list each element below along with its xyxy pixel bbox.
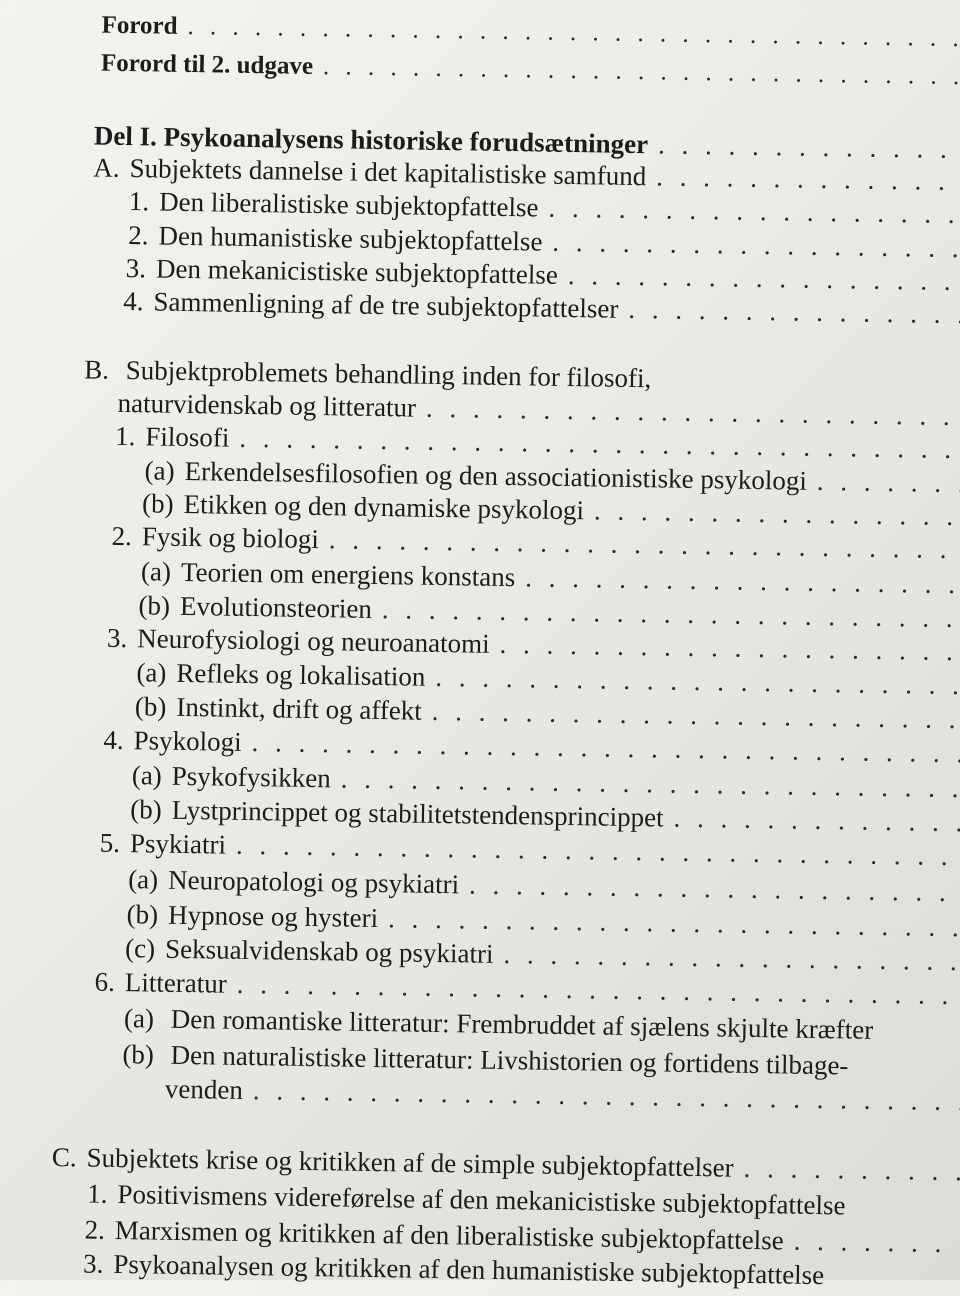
toc-entry-number: 1. [114,420,136,452]
toc-entry-title: Seksualvidenskab og psykiatri [164,933,494,969]
toc-entry-number: 6. [94,966,116,997]
toc-entry-title: Lystprincippet og stabilitetstendensprincippet [171,794,664,833]
toc-entry-number: 2. [128,220,149,251]
toc-entry-number: (a) [127,864,159,895]
toc-entry-title: Den mekanicistiske subjektopfattelse [155,253,559,290]
dot-leader [323,51,960,94]
toc-entry-number: (b) [138,590,171,621]
dot-leader [525,561,960,600]
toc-entry-number: (c) [124,933,156,964]
toc-entry-title: Etikken og den dynamiske psykologi [183,488,585,526]
toc-entry-number: (b) [134,691,167,722]
dot-leader [594,494,960,532]
toc-entry-title: Subjektets dannelse i det kapitalistiske samfund [129,153,647,192]
toc-entry-title: Neuropatologi og psykiatri [167,864,460,900]
dot-leader [628,293,960,331]
dot-leader [817,465,960,500]
toc-entry-title: Psykologi [133,725,242,757]
dot-leader [503,938,960,978]
toc-entry-number: 4. [103,724,124,756]
toc-entry-number: 4. [123,285,144,317]
toc-entry-title-continued: naturvidenskab og litteratur [117,387,417,423]
toc-entry-title: Den liberalistiske subjektopfattelse [158,186,539,223]
toc-entry-title: Litteratur [124,967,228,999]
dot-leader [499,628,960,668]
toc-entry-number: 1. [128,186,150,217]
toc-entry-number: 3. [106,622,128,654]
toc-entry-title: Sammenligning af de tre subjektopfattelser [153,286,619,324]
toc-entry-number: (b) [122,1039,155,1070]
toc-entry-title: Den humanistiske subjektopfattelse [158,220,543,257]
toc-entry-title: Psykiatri [129,828,227,860]
toc-entry-title-continued: venden [164,1073,244,1105]
toc-entry-title: Marxismen og kritikken af den liberalistiske subjektopfattelse [114,1214,784,1256]
toc-entry-number: (a) [136,657,167,688]
dot-leader [469,868,960,908]
toc-entry-title: Filosofi [145,421,230,453]
toc-entry-number: C. [51,1141,77,1173]
toc-entry-title: Subjektets krise og kritikken af de simple subjektopfattelser [86,1142,734,1183]
dot-leader [253,1074,960,1117]
toc-entry-title: Hypnose og hysteri [167,899,379,934]
dot-leader [793,1225,960,1260]
toc-entry-title: Den naturalistiske litteratur: Livshistorien og fortidens tilbage- [170,1039,849,1081]
toc-entry-title: Teorien om energiens konstans [180,556,516,593]
toc-entry-title: Forord til 2. udgave [100,49,314,80]
toc-entry-number: 5. [99,827,121,858]
toc-entry-number: (a) [140,556,172,587]
toc-entry-title: Positivismens videreførelse af den mekanicistiske subjektopfattelse [117,1178,846,1221]
dot-leader [187,11,960,56]
toc-entry-title: Subjektproblemets behandling inden for filosofi, [125,355,652,394]
toc-entry-title: Psykoanalysen og kritikken af den humanistiske subjektopfattelse [113,1248,825,1291]
toc-entry-title: Refleks og lokalisation [176,657,426,692]
toc-entry-number: 2. [111,520,133,552]
toc-entry-number: (b) [126,899,159,930]
toc-entry-number: B. [83,354,110,385]
dot-leader [568,259,960,298]
dot-leader [656,160,960,197]
toc-entry-title: Psykofysikken [171,760,332,794]
toc-entry-title: Del I. Psykoanalysens historiske forudsætninger [93,120,649,160]
toc-entry-number: (a) [123,1003,155,1034]
toc-entry-number: 3. [125,253,147,284]
toc-entry-number: (a) [131,760,163,791]
dot-leader [673,802,960,839]
toc-entry-number: 3. [82,1248,104,1279]
toc-entry-title: Evolutionsteorien [179,590,373,624]
toc-entry-number: (b) [141,488,174,519]
toc-entry-number: (a) [144,455,175,486]
toc-entry-title: Erkendelsesfilosofien og den associationistiske psykologi [184,455,808,496]
toc-entry-title: Neurofysiologi og neuroanatomi [137,623,490,659]
toc-entry-number: A. [93,152,120,183]
toc-entry-forord-2 [101,48,960,94]
dot-leader [548,192,960,231]
dot-leader [743,1152,960,1188]
toc-entry-number: 2. [84,1214,106,1245]
toc-entry-title: Den romantiske litteratur: Frembruddet af sjælens skjulte kræfter [170,1003,874,1045]
toc-entry-title: Fysik og biologi [141,521,320,555]
toc-entry-number: (b) [130,794,163,825]
toc-entry-title: Instinkt, drift og affekt [176,691,423,726]
toc-entry-title: Forord [101,11,178,40]
toc-entry-number: 1. [87,1178,108,1209]
